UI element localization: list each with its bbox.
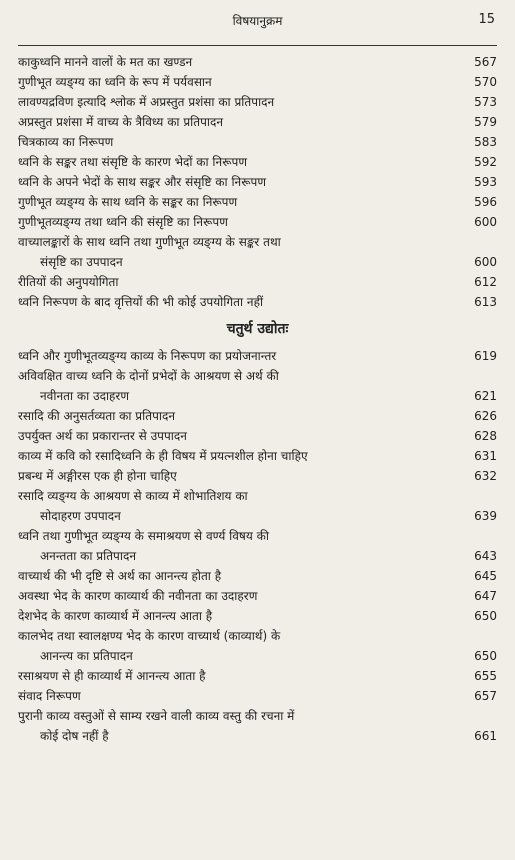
- section-heading: चतुर्थ उद्योतः: [226, 321, 289, 337]
- toc-entry-page: 650: [474, 609, 497, 623]
- toc-entry: [18, 52, 497, 72]
- toc-entry: [18, 406, 497, 426]
- toc-entry-title: लावण्यद्रविण इत्यादि श्लोक में अप्रस्तुत प्रशंसा का प्रतिपादन: [18, 95, 275, 109]
- toc-entry: [18, 172, 497, 192]
- toc-entry-page: 661: [474, 729, 497, 743]
- toc-entry-title: ध्वनि और गुणीभूतव्यङ्ग्य काव्य के निरूपण का प्रयोजनान्तर: [18, 349, 277, 363]
- toc-entry-page: 632: [474, 469, 497, 483]
- toc-entry: [18, 192, 497, 212]
- toc-entry: [18, 486, 497, 526]
- toc-list-after: [18, 346, 497, 746]
- toc-entry-title: ध्वनि के सङ्कर तथा संसृष्टि के कारण भेदों का निरूपण: [18, 155, 248, 169]
- toc-entry-title: रसाश्रयण से ही काव्यार्थ में आनन्त्य आता है: [18, 669, 206, 683]
- toc-entry-page: 650: [474, 649, 497, 663]
- toc-entry-title: वाच्यालङ्कारों के साथ ध्वनि तथा गुणीभूत व्यङ्ग्य के सङ्कर तथा: [18, 235, 281, 249]
- toc-entry-title: संसृष्टि का उपपादन: [40, 255, 123, 269]
- toc-entry: [18, 686, 497, 706]
- toc-entry: [18, 626, 497, 666]
- toc-entry: [18, 72, 497, 92]
- toc-entry-title: पुरानी काव्य वस्तुओं से साम्य रखने वाली काव्य वस्तु की रचना में: [18, 709, 295, 723]
- toc-entry-title: कालभेद तथा स्वालक्षण्य भेद के कारण वाच्यार्थ (काव्यार्थ) के: [18, 629, 281, 643]
- toc-entry-title: रसादि की अनुसर्तव्यता का प्रतिपादन: [18, 409, 176, 423]
- toc-entry-title: गुणीभूत व्यङ्ग्य का ध्वनि के रूप में पर्यवसान: [18, 75, 212, 89]
- toc-entry-page: 628: [474, 429, 497, 443]
- toc-entry: [18, 292, 497, 312]
- toc-entry: [18, 666, 497, 686]
- toc-entry-title: गुणीभूत व्यङ्ग्य के साथ ध्वनि के सङ्कर का निरूपण: [18, 195, 238, 209]
- toc-entry-title: ध्वनि तथा गुणीभूत व्यङ्ग्य के समाश्रयण से वर्ण्य विषय की: [18, 529, 269, 543]
- toc-entry-page: 645: [474, 569, 497, 583]
- toc-entry-title: रसादि व्यङ्ग्य के आश्रयण से काव्य में शोभातिशय का: [18, 489, 248, 503]
- toc-entry-page: 621: [474, 389, 497, 403]
- toc-entry-title: कोई दोष नहीं है: [40, 729, 109, 743]
- toc-entry-title: देशभेद के कारण काव्यार्थ में आनन्त्य आता है: [18, 609, 213, 623]
- toc-entry: [18, 212, 497, 232]
- toc-entry-title: अनन्तता का प्रतिपादन: [40, 549, 136, 563]
- toc-entry-page: 600: [474, 215, 497, 229]
- toc-entry: [18, 586, 497, 606]
- toc-entry: [18, 606, 497, 626]
- toc-entry-title: नवीनता का उदाहरण: [40, 389, 130, 403]
- toc-entry-page: 570: [474, 75, 497, 89]
- toc-entry-page: 647: [474, 589, 497, 603]
- toc-entry-title: ध्वनि के अपने भेदों के साथ सङ्कर और संसृष्टि का निरूपण: [18, 175, 267, 189]
- toc-entry: [18, 446, 497, 466]
- page-number: 15: [478, 12, 495, 27]
- toc-entry-title: आनन्त्य का प्रतिपादन: [40, 649, 133, 663]
- toc-entry-title: वाच्यार्थ की भी दृष्टि से अर्थ का आनन्त्य होता है: [18, 569, 222, 583]
- toc-entry: [18, 132, 497, 152]
- toc-entry-title: ध्वनि निरूपण के बाद वृत्तियों की भी कोई उपयोगिता नहीं: [18, 295, 264, 309]
- toc-entry-page: 600: [474, 255, 497, 269]
- toc-entry-title: अवस्था भेद के कारण काव्यार्थ की नवीनता का उदाहरण: [18, 589, 258, 603]
- toc-entry-page: 579: [474, 115, 497, 129]
- toc-entry: [18, 366, 497, 406]
- toc-entry-page: 612: [474, 275, 497, 289]
- toc-entry-page: 631: [474, 449, 497, 463]
- toc-entry-title: काव्य में कवि को रसादिध्वनि के ही विषय में प्रयत्नशील होना चाहिए: [18, 449, 308, 463]
- toc-entry: [18, 526, 497, 566]
- toc-entry-title: प्रबन्ध में अङ्गीरस एक ही होना चाहिए: [18, 469, 177, 483]
- table-of-contents: [18, 52, 497, 746]
- toc-entry-page: 655: [474, 669, 497, 683]
- toc-entry-page: 619: [474, 349, 497, 363]
- toc-entry-page: 596: [474, 195, 497, 209]
- toc-entry-page: 657: [474, 689, 497, 703]
- toc-entry-title: काकुध्वनि मानने वालों के मत का खण्डन: [18, 55, 193, 69]
- running-title: विषयानुक्रम: [232, 14, 283, 28]
- toc-entry: [18, 92, 497, 112]
- toc-entry-title: अविवक्षित वाच्य ध्वनि के दोनों प्रभेदों के आश्रयण से अर्थ की: [18, 369, 279, 383]
- toc-entry: [18, 112, 497, 132]
- toc-entry: [18, 232, 497, 272]
- toc-entry-page: 583: [474, 135, 497, 149]
- toc-entry-page: 626: [474, 409, 497, 423]
- toc-entry-title: चित्रकाव्य का निरूपण: [18, 135, 114, 149]
- toc-list-before: [18, 52, 497, 312]
- header-rule: [18, 45, 497, 46]
- toc-entry-title: संवाद निरूपण: [18, 689, 81, 703]
- toc-entry-title: अप्रस्तुत प्रशंसा में वाच्य के त्रैविध्य का प्रतिपादन: [18, 115, 224, 129]
- toc-entry-page: 573: [474, 95, 497, 109]
- page-header: [0, 6, 515, 32]
- toc-entry-title: सोदाहरण उपपादन: [40, 509, 121, 523]
- toc-entry-page: 593: [474, 175, 497, 189]
- toc-entry: [18, 466, 497, 486]
- toc-entry: [18, 566, 497, 586]
- toc-entry: [18, 152, 497, 172]
- toc-entry-page: 592: [474, 155, 497, 169]
- toc-entry-page: 643: [474, 549, 497, 563]
- toc-entry: [18, 706, 497, 746]
- toc-entry: [18, 426, 497, 446]
- toc-entry-page: 639: [474, 509, 497, 523]
- toc-entry-page: 613: [474, 295, 497, 309]
- toc-entry-title: उपर्युक्त अर्थ का प्रकारान्तर से उपपादन: [18, 429, 187, 443]
- toc-entry-page: 567: [474, 55, 497, 69]
- toc-entry-title: गुणीभूतव्यङ्ग्य तथा ध्वनि की संसृष्टि का निरूपण: [18, 215, 228, 229]
- toc-entry: [18, 346, 497, 366]
- toc-entry: [18, 272, 497, 292]
- toc-entry-title: रीतियों की अनुपयोगिता: [18, 275, 119, 289]
